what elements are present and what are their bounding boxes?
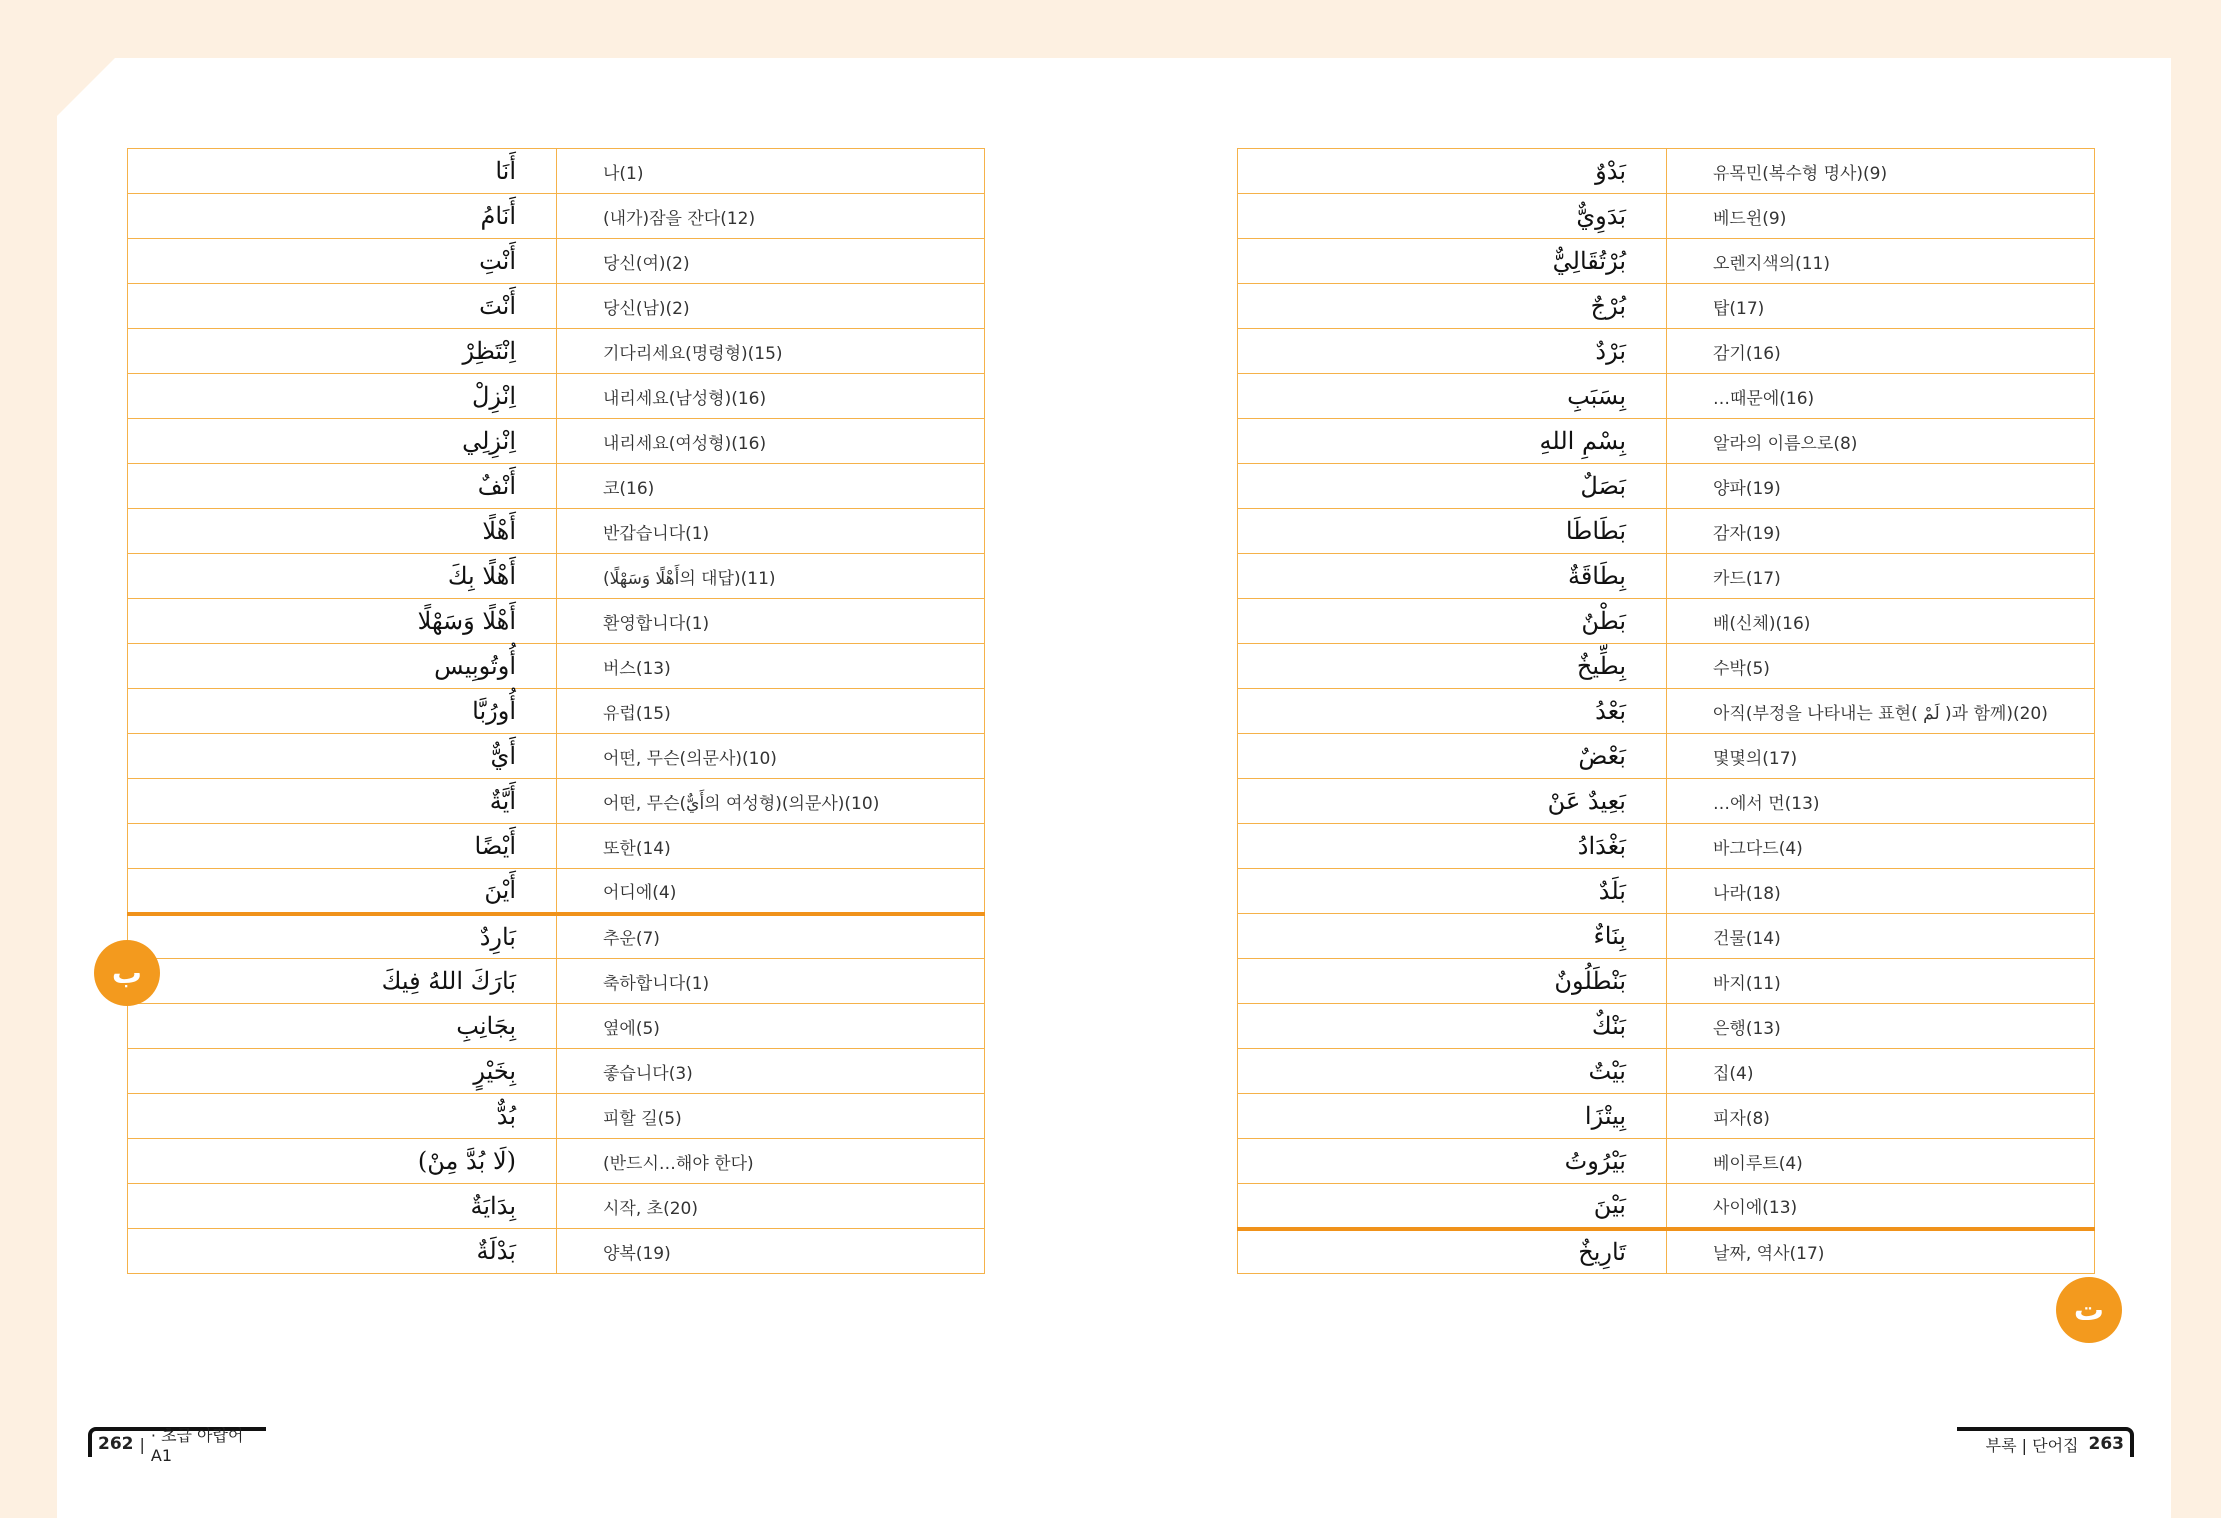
- korean-meaning: 버스(13): [557, 644, 985, 689]
- vocab-row: [128, 959, 985, 1004]
- vocab-row: [1238, 644, 2095, 689]
- arabic-word: بَرْدٌ: [1238, 329, 1667, 374]
- arabic-word: بَغْدَادُ: [1238, 824, 1667, 869]
- vocab-row: [128, 419, 985, 464]
- korean-meaning: 당신(여)(2): [557, 239, 985, 284]
- vocab-row: [128, 464, 985, 509]
- korean-meaning: 피할 길(5): [557, 1094, 985, 1139]
- vocab-row: [128, 284, 985, 329]
- arabic-word: بَطَاطَا: [1238, 509, 1667, 554]
- korean-meaning: 피자(8): [1667, 1094, 2095, 1139]
- vocab-row: [128, 194, 985, 239]
- arabic-word: بِجَانِبِ: [128, 1004, 557, 1049]
- korean-meaning: 코(16): [557, 464, 985, 509]
- arabic-word: بَدْلَةٌ: [128, 1229, 557, 1274]
- korean-meaning: 감자(19): [1667, 509, 2095, 554]
- section-letter-badge-ba: ب: [94, 940, 160, 1006]
- arabic-word: بَيْتٌ: [1238, 1049, 1667, 1094]
- vocab-row: [1238, 149, 2095, 194]
- section-letter-badge-ta: ت: [2056, 1277, 2122, 1343]
- arabic-word: أَيْنَ: [128, 869, 557, 914]
- korean-meaning: 나라(18): [1667, 869, 2095, 914]
- arabic-word: أَهْلًا بِكَ: [128, 554, 557, 599]
- korean-meaning: 시작, 초(20): [557, 1184, 985, 1229]
- vocab-row: [1238, 284, 2095, 329]
- vocab-row: [1238, 1094, 2095, 1139]
- korean-meaning: 오렌지색의(11): [1667, 239, 2095, 284]
- korean-meaning: 내리세요(남성형)(16): [557, 374, 985, 419]
- vocab-row: [1238, 869, 2095, 914]
- footer-right: [1957, 1427, 2134, 1457]
- korean-meaning: 환영합니다(1): [557, 599, 985, 644]
- korean-meaning: 은행(13): [1667, 1004, 2095, 1049]
- arabic-word: بَنْطَلُونٌ: [1238, 959, 1667, 1004]
- arabic-word: بِيتْزَا: [1238, 1094, 1667, 1139]
- arabic-word: بَارِدٌ: [128, 914, 557, 959]
- korean-meaning: 카드(17): [1667, 554, 2095, 599]
- vocab-row: [1238, 554, 2095, 599]
- vocab-row: [128, 869, 985, 914]
- vocab-row: [128, 374, 985, 419]
- arabic-word: أَيْضًا: [128, 824, 557, 869]
- arabic-word: بَيْرُوتُ: [1238, 1139, 1667, 1184]
- korean-meaning: …에서 먼(13): [1667, 779, 2095, 824]
- arabic-word: بَعِيدٌ عَنْ: [1238, 779, 1667, 824]
- arabic-word: أُورُبَّا: [128, 689, 557, 734]
- arabic-word: بِسَبَبِ: [1238, 374, 1667, 419]
- korean-meaning: …때문에(16): [1667, 374, 2095, 419]
- vocab-row: [128, 509, 985, 554]
- arabic-word: أَهْلًا وَسَهْلًا: [128, 599, 557, 644]
- arabic-word: تَارِيخٌ: [1238, 1229, 1667, 1274]
- korean-meaning: (반드시…해야 한다): [557, 1139, 985, 1184]
- korean-meaning: 양파(19): [1667, 464, 2095, 509]
- korean-meaning: 유럽(15): [557, 689, 985, 734]
- korean-meaning: 알라의 이름으로(8): [1667, 419, 2095, 464]
- arabic-word: أَنْفٌ: [128, 464, 557, 509]
- arabic-word: بَصَلٌ: [1238, 464, 1667, 509]
- vocab-row: [128, 1139, 985, 1184]
- arabic-word: بُدٌّ: [128, 1094, 557, 1139]
- vocab-row: [128, 1049, 985, 1094]
- vocab-row: [1238, 689, 2095, 734]
- korean-meaning: 탑(17): [1667, 284, 2095, 329]
- korean-meaning: 사이에(13): [1667, 1184, 2095, 1229]
- vocab-table-right: [1237, 148, 2095, 1274]
- vocab-row: [128, 734, 985, 779]
- vocab-row: [1238, 1184, 2095, 1229]
- korean-meaning: 옆에(5): [557, 1004, 985, 1049]
- arabic-word: بَلَدٌ: [1238, 869, 1667, 914]
- korean-meaning: 양복(19): [557, 1229, 985, 1274]
- arabic-word: بُرْجٌ: [1238, 284, 1667, 329]
- korean-meaning: 배(신체)(16): [1667, 599, 2095, 644]
- arabic-word: اِنْتَظِرْ: [128, 329, 557, 374]
- vocab-row: [1238, 239, 2095, 284]
- section-title: 부록 | 단어집: [1985, 1435, 2079, 1455]
- vocab-row: [1238, 194, 2095, 239]
- arabic-word: بِخَيْرٍ: [128, 1049, 557, 1094]
- vocab-row: [1238, 509, 2095, 554]
- arabic-word: بَدَوِيٌّ: [1238, 194, 1667, 239]
- vocab-row: [1238, 1229, 2095, 1274]
- vocab-row: [1238, 1139, 2095, 1184]
- vocab-row: [128, 1229, 985, 1274]
- arabic-word: اِنْزِلْ: [128, 374, 557, 419]
- korean-meaning: 또한(14): [557, 824, 985, 869]
- footer-left: [88, 1426, 266, 1465]
- korean-meaning: 베이루트(4): [1667, 1139, 2095, 1184]
- korean-meaning: 몇몇의(17): [1667, 734, 2095, 779]
- vocab-row: [1238, 734, 2095, 779]
- korean-meaning: 당신(남)(2): [557, 284, 985, 329]
- korean-meaning: 바그다드(4): [1667, 824, 2095, 869]
- korean-meaning: 날짜, 역사(17): [1667, 1229, 2095, 1274]
- korean-meaning: 바지(11): [1667, 959, 2095, 1004]
- arabic-word: بِطِّيخٌ: [1238, 644, 1667, 689]
- vocab-row: [128, 644, 985, 689]
- vocab-row: [128, 824, 985, 869]
- korean-meaning: 나(1): [557, 149, 985, 194]
- vocab-row: [1238, 374, 2095, 419]
- book-title: · 초급 아랍어 A1: [150, 1426, 244, 1465]
- vocab-row: [1238, 419, 2095, 464]
- korean-meaning: 내리세요(여성형)(16): [557, 419, 985, 464]
- vocab-row: [128, 779, 985, 824]
- arabic-word: بِدَايَةٌ: [128, 1184, 557, 1229]
- arabic-word: أَنْتَ: [128, 284, 557, 329]
- vocab-row: [128, 1004, 985, 1049]
- korean-meaning: 유목민(복수형 명사)(9): [1667, 149, 2095, 194]
- vocab-row: [128, 914, 985, 959]
- vocab-row: [1238, 1004, 2095, 1049]
- arabic-word: اِنْزِلِي: [128, 419, 557, 464]
- vocab-row: [128, 689, 985, 734]
- arabic-word: أَيَّةٌ: [128, 779, 557, 824]
- arabic-word: بَدْوٌ: [1238, 149, 1667, 194]
- arabic-word: بَيْنَ: [1238, 1184, 1667, 1229]
- vocab-row: [1238, 599, 2095, 644]
- arabic-word: بَارَكَ اللهُ فِيكَ: [128, 959, 557, 1004]
- vocab-row: [1238, 779, 2095, 824]
- korean-meaning: 아직(부정을 나타내는 표현( لَمْ )과 함께)(20): [1667, 689, 2095, 734]
- arabic-word: بِطَاقَةٌ: [1238, 554, 1667, 599]
- korean-meaning: 수박(5): [1667, 644, 2095, 689]
- vocab-row: [128, 239, 985, 284]
- vocab-row: [128, 1094, 985, 1139]
- vocab-row: [1238, 959, 2095, 1004]
- page-number-left: 262: [98, 1434, 134, 1454]
- korean-meaning: 어디에(4): [557, 869, 985, 914]
- korean-meaning: 어떤, 무슨(أَيٌّ의 여성형)(의문사)(10): [557, 779, 985, 824]
- arabic-word: بَطْنٌ: [1238, 599, 1667, 644]
- korean-meaning: 기다리세요(명령형)(15): [557, 329, 985, 374]
- arabic-word: أَهْلًا: [128, 509, 557, 554]
- korean-meaning: 집(4): [1667, 1049, 2095, 1094]
- korean-meaning: 축하합니다(1): [557, 959, 985, 1004]
- vocab-row: [1238, 914, 2095, 959]
- page-number-right: 263: [2088, 1434, 2124, 1454]
- vocab-table-left: [127, 148, 985, 1274]
- korean-meaning: 어떤, 무슨(의문사)(10): [557, 734, 985, 779]
- korean-meaning: 좋습니다(3): [557, 1049, 985, 1094]
- korean-meaning: 반갑습니다(1): [557, 509, 985, 554]
- korean-meaning: 추운(7): [557, 914, 985, 959]
- korean-meaning: 건물(14): [1667, 914, 2095, 959]
- arabic-word: بُرْتُقَالِيٌّ: [1238, 239, 1667, 284]
- arabic-word: بَعْضٌ: [1238, 734, 1667, 779]
- arabic-word: أَنَامُ: [128, 194, 557, 239]
- arabic-word: بَعْدُ: [1238, 689, 1667, 734]
- footer-divider: |: [139, 1434, 145, 1454]
- arabic-word: بِنَاءٌ: [1238, 914, 1667, 959]
- vocab-row: [128, 149, 985, 194]
- vocab-row: [128, 329, 985, 374]
- arabic-word: أَنْتِ: [128, 239, 557, 284]
- vocab-row: [1238, 329, 2095, 374]
- korean-meaning: 감기(16): [1667, 329, 2095, 374]
- vocab-row: [128, 599, 985, 644]
- arabic-word: أَيٌّ: [128, 734, 557, 779]
- arabic-word: أَنَا: [128, 149, 557, 194]
- vocab-row: [1238, 1049, 2095, 1094]
- arabic-word: أُوتُوبِيس: [128, 644, 557, 689]
- korean-meaning: 베드윈(9): [1667, 194, 2095, 239]
- arabic-word: (لَا بُدَّ مِنْ): [128, 1139, 557, 1184]
- vocab-row: [128, 554, 985, 599]
- vocab-row: [1238, 824, 2095, 869]
- vocab-row: [128, 1184, 985, 1229]
- arabic-word: بَنْكٌ: [1238, 1004, 1667, 1049]
- korean-meaning: (أَهْلًا وَسَهْلًا의 대답)(11): [557, 554, 985, 599]
- korean-meaning: (내가)잠을 잔다(12): [557, 194, 985, 239]
- arabic-word: بِسْمِ اللهِ: [1238, 419, 1667, 464]
- vocab-row: [1238, 464, 2095, 509]
